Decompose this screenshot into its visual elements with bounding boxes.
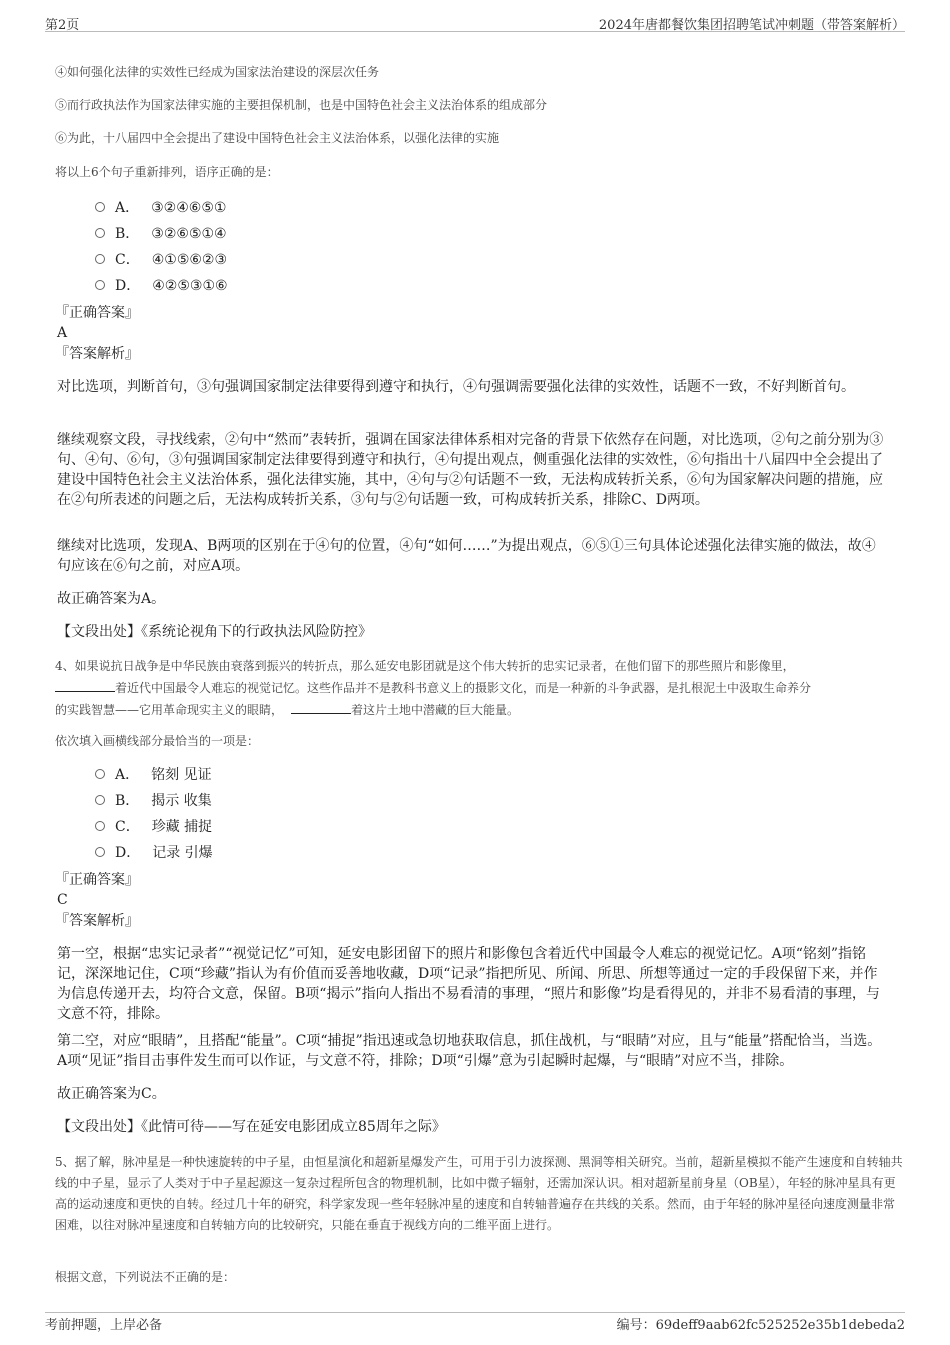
radio-icon[interactable] [95, 280, 105, 290]
analysis-conclusion: 故正确答案为C。 [57, 1086, 166, 1102]
option-b[interactable]: B． 揭示 收集 [95, 791, 212, 811]
document-title: 2024年唐都餐饮集团招聘笔试冲刺题（带答案解析） [598, 18, 905, 33]
sentence-5: ⑤而行政执法作为国家法律实施的主要担保机制，也是中国特色社会主义法治体系的组成部分 [55, 98, 548, 112]
analysis-paragraph: 继续对比选项，发现A、B两项的区别在于④句的位置，④句“如何……”为提出观点，⑥⑤①三句具体论述强化法律实施的做法，故④句应该在⑥句之前，对应A项。 [57, 538, 876, 574]
question-stem: 4、如果说抗日战争是中华民族由衰落到振兴的转折点，那么延安电影团就是这个伟大转折的忠实记录者，在他们留下的那些照片和影像里， 着近代中国最令人难忘的视觉记忆。这些作品并不是教科书意义上的摄影文化，而是一种新的斗争武器，是扎根泥土中汲取生命养分 的实践智慧——它用革命现实主义的眼睛， 着这片土地中潜藏的巨大能量。 [55, 659, 812, 717]
question-prompt: 根据文意，下列说法不正确的是： [55, 1270, 236, 1284]
analysis-label: 『答案解析』 [55, 913, 139, 929]
source-citation: 【文段出处】《系统论视角下的行政执法风险防控》 [57, 624, 372, 640]
option-b[interactable]: B． ③②⑥⑤①④ [95, 224, 227, 244]
answer-value: C [57, 892, 68, 908]
analysis-conclusion: 故正确答案为A。 [57, 591, 166, 607]
option-c[interactable]: C． 珍藏 捕捉 [95, 817, 212, 837]
question-prompt: 依次填入画横线部分最恰当的一项是： [55, 734, 260, 748]
analysis-label: 『答案解析』 [55, 346, 139, 362]
radio-icon[interactable] [95, 228, 105, 238]
fill-blank [55, 677, 115, 692]
radio-icon[interactable] [95, 847, 105, 857]
sentence-4: ④如何强化法律的实效性已经成为国家法治建设的深层次任务 [55, 65, 380, 79]
answer-label: 『正确答案』 [55, 872, 139, 888]
analysis-paragraph: 对比选项，判断首句，③句强调国家制定法律要得到遵守和执行，④句强调需要强化法律的实效性，话题不一致，不好判断首句。 [57, 379, 855, 395]
option-a[interactable]: A． 铭刻 见证 [95, 765, 212, 785]
option-d[interactable]: D． ④②⑤③①⑥ [95, 276, 228, 296]
radio-icon[interactable] [95, 769, 105, 779]
option-a[interactable]: A． ③②④⑥⑤① [95, 198, 226, 218]
radio-icon[interactable] [95, 254, 105, 264]
option-d[interactable]: D． 记录 引爆 [95, 843, 213, 863]
answer-value: A [57, 325, 68, 341]
answer-label: 『正确答案』 [55, 305, 139, 321]
source-citation: 【文段出处】《此情可待——写在延安电影团成立85周年之际》 [57, 1119, 446, 1135]
fill-blank [291, 699, 351, 714]
page-number: 第2页 [45, 18, 80, 33]
footer-divider [45, 1312, 905, 1313]
question-stem: 5、据了解，脉冲星是一种快速旋转的中子星，由恒星演化和超新星爆发产生，可用于引力波探测、黑洞等相关研究。当前，超新星模拟不能产生速度和自转轴共线的中子星，显示了人类对于中子星起源这一复杂过程所包含的物理机制，比如中微子辐射，还需加深认识。相对超新星前身星（OB星），年轻的脉冲星具有更高的运动速度和更快的自转。经过几十年的研究，科学家发现一些年轻脉冲星的速度和自转轴普遍存在共线的关系。然而，由于年轻的脉冲星径向速度测量非常困难，以往对脉冲星速度和自转轴方向的比较研究，只能在垂直于视线方向的二维平面上进行。 [55, 1155, 903, 1232]
analysis-paragraph: 继续观察文段，寻找线索，②句中“然而”表转折，强调在国家法律体系相对完备的背景下依然存在问题，对比选项，②句之前分别为③句、④句、⑥句，③句强调国家制定法律要得到遵守和执行，④句提出观点，侧重强化法律的实效性，⑥句指出十八届四中全会提出了建设中国特色社会主义法治体系，强化法律实施，其中，④句与②句话题不一致，无法构成转折关系，⑥句为国家解决问题的措施，应在②句所表述的问题之后，无法构成转折关系，③句与②句话题一致，可构成转折关系，排除C、D两项。 [57, 432, 884, 508]
radio-icon[interactable] [95, 821, 105, 831]
analysis-paragraph: 第一空，根据“忠实记录者”“视觉记忆”可知，延安电影团留下的照片和影像包含着近代中国最令人难忘的视觉记忆。A项“铭刻”指铭记，深深地记住，C项“珍藏”指认为有价值而妥善地收藏，D项“记录”指把所见、所闻、所思、所想等通过一定的手段保留下来，并作为信息传递开去，均符合文意，保留。B项“揭示”指向人指出不易看清的事理，“照片和影像”均是看得见的，并非不易看清的事理，与文意不符，排除。 [57, 946, 880, 1022]
question-prompt: 将以上6个句子重新排列，语序正确的是： [55, 165, 279, 179]
analysis-paragraph: 第二空，对应“眼睛”，且搭配“能量”。C项“捕捉”指迅速或急切地获取信息，抓住战机，与“眼睛”对应，且与“能量”搭配恰当，当选。A项“见证”指目击事件发生而可以作证，与文意不符，排除；D项“引爆”意为引起瞬时起爆，与“眼睛”对应不当，排除。 [57, 1033, 882, 1069]
header-divider [45, 31, 905, 32]
footer-slogan: 考前押题，上岸必备 [45, 1318, 163, 1333]
document-id: 编号：69deff9aab62fc525252e35b1debeda2 [616, 1318, 905, 1333]
radio-icon[interactable] [95, 795, 105, 805]
option-c[interactable]: C． ④①⑤⑥②③ [95, 250, 227, 270]
radio-icon[interactable] [95, 202, 105, 212]
sentence-6: ⑥为此，十八届四中全会提出了建设中国特色社会主义法治体系，以强化法律的实施 [55, 131, 500, 145]
